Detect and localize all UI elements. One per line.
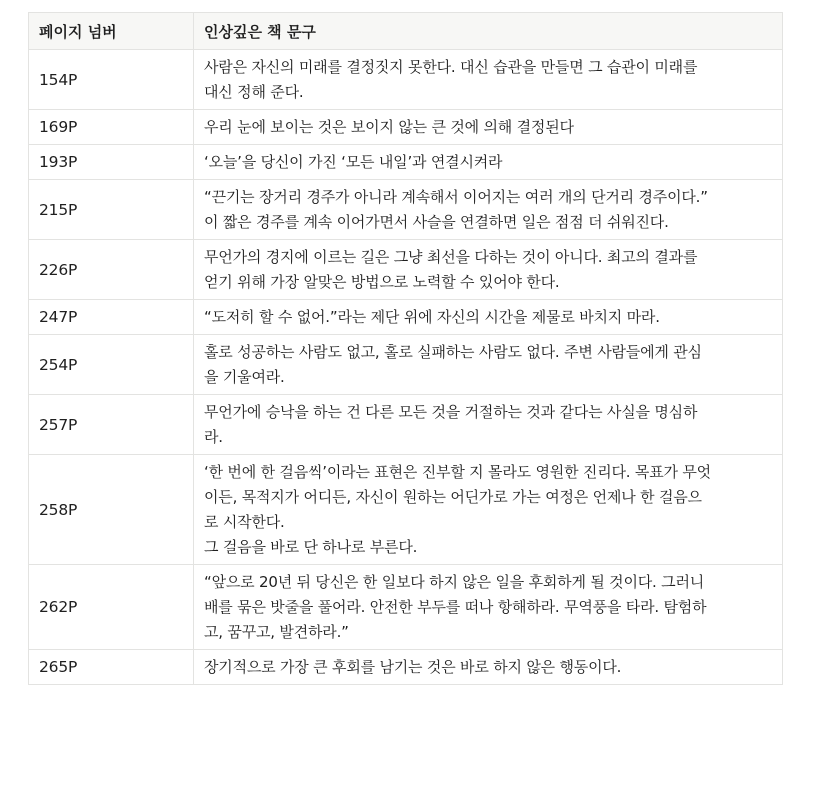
quote-cell: “끈기는 장거리 경주가 아니라 계속해서 이어지는 여러 개의 단거리 경주이다.” 이 짧은 경주를 계속 이어가면서 사슬을 연결하면 일은 점점 더 쉬워진다. (194, 180, 783, 240)
table-row (29, 240, 783, 300)
quote-cell: ‘한 번에 한 걸음씩’이라는 표현은 진부할 지 몰라도 영원한 진리다. 목표가 무엇 이든, 목적지가 어디든, 자신이 원하는 어딘가로 가는 여정은 언제나 한 걸음으 로 시작한다. 그 걸음을 바로 단 하나로 부른다. (194, 455, 783, 565)
quote-cell: “앞으로 20년 뒤 당신은 한 일보다 하지 않은 일을 후회하게 될 것이다. 그러니 배를 묶은 밧줄을 풀어라. 안전한 부두를 떠나 항해하라. 무역풍을 타라. 탐험하 고, 꿈꾸고, 발견하라.” (194, 565, 783, 650)
quote-cell: 무언가의 경지에 이르는 길은 그냥 최선을 다하는 것이 아니다. 최고의 결과를 얻기 위해 가장 알맞은 방법으로 노력할 수 있어야 한다. (194, 240, 783, 300)
quote-cell: 장기적으로 가장 큰 후회를 남기는 것은 바로 하지 않은 행동이다. (194, 650, 783, 685)
page-number-cell: 193P (29, 145, 194, 180)
table-row (29, 50, 783, 110)
page-number-cell: 257P (29, 395, 194, 455)
quote-cell: 사람은 자신의 미래를 결정짓지 못한다. 대신 습관을 만들면 그 습관이 미래를 대신 정해 준다. (194, 50, 783, 110)
table-row (29, 395, 783, 455)
header-quote: 인상깊은 책 문구 (194, 13, 783, 50)
header-page-number: 페이지 넘버 (29, 13, 194, 50)
table-row (29, 455, 783, 565)
page-number-cell: 247P (29, 300, 194, 335)
page-number-cell: 254P (29, 335, 194, 395)
quote-cell: ‘오늘’을 당신이 가진 ‘모든 내일’과 연결시켜라 (194, 145, 783, 180)
page-number-cell: 169P (29, 110, 194, 145)
table-row (29, 335, 783, 395)
quote-cell: “도저히 할 수 없어.”라는 제단 위에 자신의 시간을 제물로 바치지 마라. (194, 300, 783, 335)
page-number-cell: 265P (29, 650, 194, 685)
quote-cell: 무언가에 승낙을 하는 건 다른 모든 것을 거절하는 것과 같다는 사실을 명심하 라. (194, 395, 783, 455)
quote-cell: 홀로 성공하는 사람도 없고, 홀로 실패하는 사람도 없다. 주변 사람들에게 관심 을 기울여라. (194, 335, 783, 395)
table-row (29, 110, 783, 145)
page-number-cell: 215P (29, 180, 194, 240)
page-number-cell: 226P (29, 240, 194, 300)
table-row (29, 145, 783, 180)
quotes-table (28, 12, 783, 685)
table-row (29, 180, 783, 240)
table-row (29, 300, 783, 335)
table-header-row (29, 13, 783, 50)
table-row (29, 650, 783, 685)
page-number-cell: 262P (29, 565, 194, 650)
page-number-cell: 154P (29, 50, 194, 110)
quote-cell: 우리 눈에 보이는 것은 보이지 않는 큰 것에 의해 결정된다 (194, 110, 783, 145)
quotes-table-container (28, 12, 782, 685)
page-number-cell: 258P (29, 455, 194, 565)
table-row (29, 565, 783, 650)
